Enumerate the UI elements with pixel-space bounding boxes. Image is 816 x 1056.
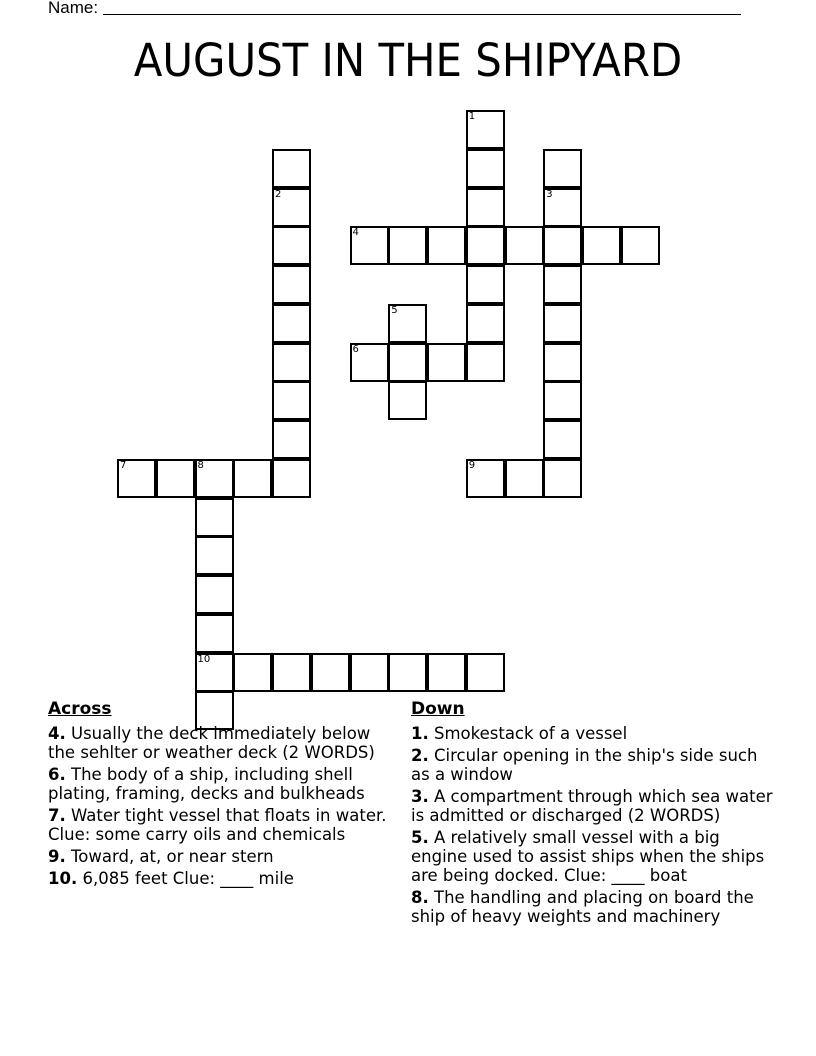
crossword-cell[interactable] [466,149,505,188]
across-clues [48,700,393,891]
crossword-cell[interactable] [195,498,234,537]
across-clue-6 [48,765,393,803]
down-clue-3 [411,787,781,825]
crossword-cell[interactable] [466,188,505,227]
crossword-cell[interactable] [466,343,505,382]
clue-text: The body of a ship, including shell plating, framing, decks and bulkheads [48,765,365,803]
cell-number: 8 [197,459,204,471]
crossword-cell[interactable] [195,653,234,692]
clue-number: 2. [411,746,429,765]
crossword-cell[interactable] [505,226,544,265]
clue-text: Toward, at, or near stern [71,847,274,866]
crossword-cell[interactable] [272,265,311,304]
crossword-cell[interactable] [388,653,427,692]
down-clues [411,700,781,929]
crossword-cell[interactable] [543,149,582,188]
cell-number: 10 [197,653,211,665]
crossword-cell[interactable] [543,420,582,459]
crossword-cell[interactable] [156,459,195,498]
crossword-cell[interactable] [272,459,311,498]
crossword-cell[interactable] [272,420,311,459]
clue-text: A relatively small vessel with a big engine used to assist ships when the ships are being docked. Clue: ____ boat [411,828,765,885]
page-title: AUGUST IN THE SHIPYARD [133,34,683,87]
clue-number: 1. [411,724,429,743]
clue-text: The handling and placing on board the ship of heavy weights and machinery [411,888,754,926]
crossword-cell[interactable] [272,381,311,420]
crossword-cell[interactable] [543,265,582,304]
cell-number: 1 [468,111,476,122]
crossword-cell[interactable] [427,653,466,692]
clue-number: 6. [48,765,66,784]
clue-number: 8. [411,888,429,907]
cell-number: 2 [275,188,282,200]
crossword-cell[interactable] [117,459,156,498]
crossword-cell[interactable] [272,304,311,343]
crossword-cell[interactable] [272,226,311,265]
crossword-cell[interactable] [350,343,389,382]
crossword-cell[interactable] [543,381,582,420]
crossword-cell[interactable] [195,459,234,498]
crossword-cell[interactable] [272,343,311,382]
crossword-cell[interactable] [195,614,234,653]
crossword-cell[interactable] [466,265,505,304]
crossword-cell[interactable] [272,653,311,692]
clue-text: Water tight vessel that floats in water. Clue: some carry oils and chemicals [48,806,387,844]
crossword-cell[interactable] [311,653,350,692]
across-heading: Across [48,699,112,719]
crossword-cell[interactable] [466,304,505,343]
clue-text: 6,085 feet Clue: ____ mile [82,869,294,888]
across-clue-4 [48,724,393,762]
clue-number: 9. [48,847,66,866]
cell-number: 5 [391,304,398,316]
crossword-cell[interactable] [388,343,427,382]
name-label: Name: [48,0,99,17]
cell-number: 7 [120,459,127,471]
across-clue-10 [48,869,393,888]
crossword-cell[interactable] [543,226,582,265]
crossword-cell[interactable] [195,575,234,614]
crossword-cell[interactable] [272,188,311,227]
crossword-cell[interactable] [272,149,311,188]
cell-number: 4 [352,227,359,239]
crossword-cell[interactable] [466,226,505,265]
across-clue-9 [48,847,393,866]
crossword-cell[interactable] [466,653,505,692]
clue-text: Usually the deck immediately below the sehlter or weather deck (2 WORDS) [48,724,375,762]
crossword-cell[interactable] [543,343,582,382]
cell-number: 6 [352,343,359,355]
clue-number: 7. [48,806,66,825]
crossword-cell[interactable] [543,304,582,343]
crossword-cell[interactable] [388,226,427,265]
clue-number: 4. [48,724,66,743]
crossword-cell[interactable] [388,381,427,420]
crossword-cell[interactable] [543,459,582,498]
crossword-cell[interactable] [350,226,389,265]
down-clue-2 [411,746,781,784]
crossword-cell[interactable] [427,226,466,265]
crossword-cell[interactable] [233,653,272,692]
crossword-cell[interactable] [582,226,621,265]
crossword-cell[interactable] [505,459,544,498]
crossword-cell[interactable] [621,226,660,265]
crossword-cell[interactable] [466,110,505,149]
cell-number: 3 [546,188,553,200]
clue-number: 10. [48,869,78,888]
crossword-cell[interactable] [350,653,389,692]
down-clue-8 [411,888,781,926]
down-clue-1 [411,724,781,743]
down-clue-5 [411,828,781,885]
crossword-cell[interactable] [388,304,427,343]
crossword-cell[interactable] [233,459,272,498]
across-clue-7 [48,806,393,844]
clue-text: Smokestack of a vessel [434,724,628,743]
crossword-cell[interactable] [543,188,582,227]
clue-number: 5. [411,828,429,847]
down-heading: Down [411,699,465,719]
clue-text: A compartment through which sea water is admitted or discharged (2 WORDS) [411,787,773,825]
clue-number: 3. [411,787,429,806]
crossword-cell[interactable] [427,343,466,382]
crossword-cell[interactable] [195,536,234,575]
clue-text: Circular opening in the ship's side such as a window [411,746,758,784]
crossword-cell[interactable] [466,459,505,498]
cell-number: 9 [468,459,476,471]
